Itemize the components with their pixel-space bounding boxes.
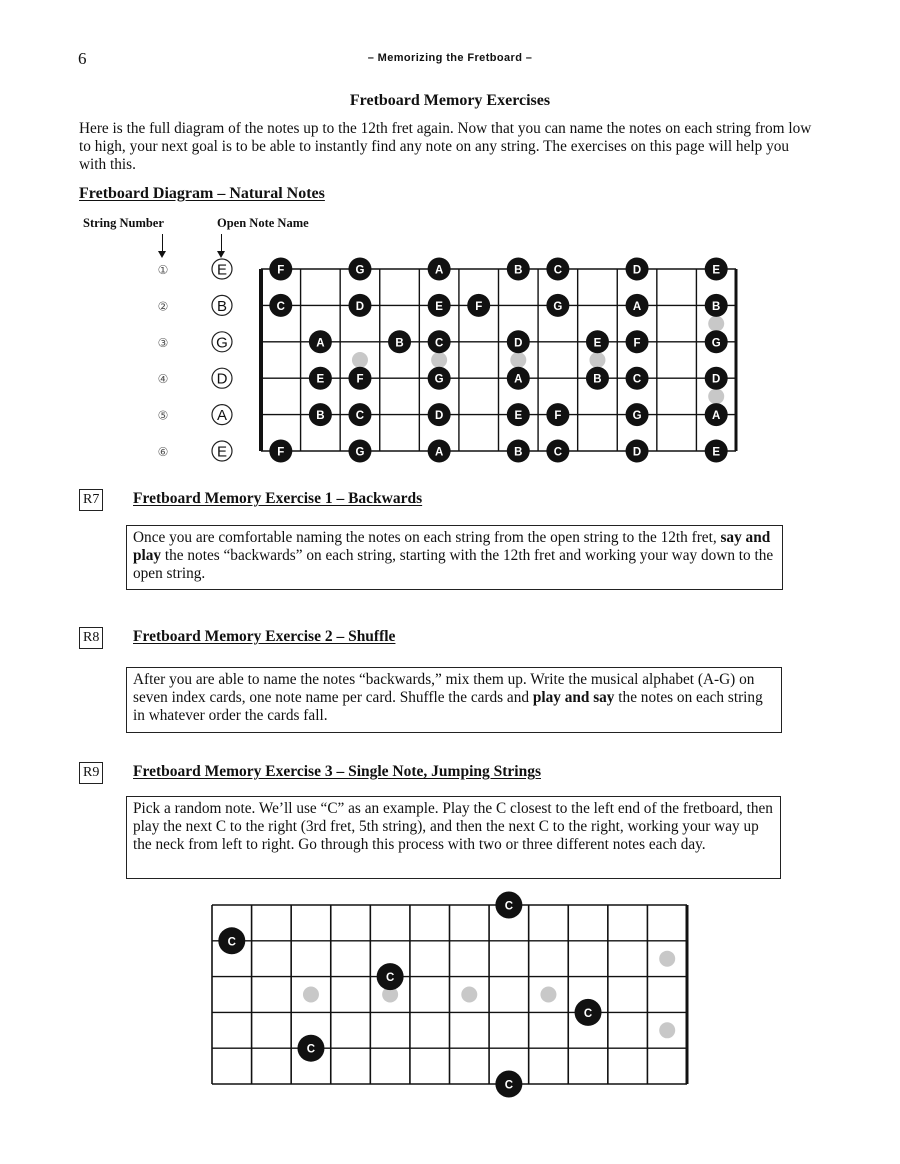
string-number: ⑥: [157, 445, 169, 459]
note-label: A: [434, 264, 444, 277]
c-note-label: C: [306, 1043, 316, 1056]
note-label: C: [553, 264, 563, 277]
note-label: C: [276, 300, 285, 313]
fret-inlay: [589, 352, 605, 368]
fret-inlay: [352, 352, 368, 368]
note-label: D: [712, 373, 721, 386]
note-label: A: [514, 373, 523, 386]
body-text: After you are able to name the notes “backwards,” mix them up. Write the musical alphabet (A-G) on seven index cards, one note name per card. Shuffle the cards and: [133, 671, 755, 706]
note-label: G: [632, 410, 642, 423]
note-label: A: [316, 337, 325, 350]
note-label: B: [514, 264, 523, 277]
body-text: Pick a random note. We’ll use “C” as an example. Play the C closest to the left end of the fretboard, then play the next C to the right (3rd fret, 5th string), and then the next C to the right, working your way up the neck from left to right. Go through this process with two or three different notes each day.: [133, 800, 773, 853]
note-label: G: [355, 264, 365, 277]
exercise-title: Fretboard Memory Exercise 2 – Shuffle: [133, 628, 396, 645]
note-label: G: [711, 337, 721, 350]
note-label: G: [553, 300, 563, 313]
note-label: F: [356, 373, 364, 386]
open-note-name: G: [216, 334, 228, 352]
page-number: 6: [78, 49, 87, 68]
note-label: D: [632, 446, 642, 459]
note-label: E: [712, 264, 721, 277]
exercise-label: R7: [79, 489, 103, 511]
open-note-name: E: [216, 443, 228, 461]
note-label: G: [355, 446, 365, 459]
fret-inlay: [659, 951, 675, 967]
note-label: A: [712, 410, 721, 423]
note-label: A: [632, 300, 642, 313]
c-note-label: C: [504, 900, 514, 913]
body-text: Once you are comfortable naming the notes on each string from the open string to the 12th fret,: [133, 529, 721, 546]
note-label: C: [434, 337, 444, 350]
note-label: D: [355, 300, 365, 313]
note-label: E: [593, 337, 602, 350]
fret-inlay: [540, 987, 556, 1003]
fret-inlay: [659, 1022, 675, 1038]
exercise-label: R9: [79, 762, 103, 784]
body-text: the notes “backwards” on each string, starting with the 12th fret and working your way down to the open string.: [133, 547, 774, 582]
note-label: A: [434, 446, 444, 459]
fret-inlay: [431, 352, 447, 368]
c-note-label: C: [504, 1079, 514, 1092]
bold-text: play and say: [532, 689, 615, 706]
note-label: C: [355, 410, 365, 423]
open-note-name: D: [216, 370, 228, 388]
note-label: D: [514, 337, 523, 350]
open-note-name: B: [216, 297, 228, 315]
c-note-label: C: [227, 936, 236, 949]
fret-inlay: [708, 316, 724, 332]
note-label: B: [593, 373, 602, 386]
note-label: B: [316, 410, 325, 423]
string-number: ①: [157, 263, 169, 277]
body-text: the notes on each string in whatever order the cards fall.: [133, 689, 763, 724]
note-label: C: [632, 373, 642, 386]
exercise-text-box: [126, 796, 781, 879]
fretboard-diagram-heading: Fretboard Diagram – Natural Notes: [79, 185, 325, 202]
page-title: Fretboard Memory Exercises: [349, 92, 551, 109]
fret-inlay: [510, 352, 526, 368]
note-label: E: [712, 446, 721, 459]
exercise-title: Fretboard Memory Exercise 1 – Backwards: [133, 490, 423, 507]
note-label: D: [632, 264, 642, 277]
open-note-name: E: [216, 261, 228, 279]
fret-inlay: [461, 987, 477, 1003]
note-label: E: [316, 373, 325, 386]
note-label: F: [277, 264, 285, 277]
note-label: B: [395, 337, 404, 350]
c-note-label: C: [385, 972, 395, 985]
note-label: F: [554, 410, 562, 423]
exercise-text-box: [126, 667, 782, 733]
running-head: – Memorizing the Fretboard –: [367, 52, 533, 64]
exercise-title: Fretboard Memory Exercise 3 – Single Note, Jumping Strings: [133, 763, 541, 780]
note-label: C: [553, 446, 563, 459]
exercise-label: R8: [79, 627, 103, 649]
note-label: F: [475, 300, 483, 313]
note-label: D: [434, 410, 444, 423]
string-number: ③: [157, 335, 169, 350]
bold-text: say and play: [133, 529, 771, 564]
string-number-label: String Number: [83, 216, 164, 230]
exercise-text-box: [126, 525, 783, 590]
note-label: E: [435, 300, 443, 313]
note-label: B: [712, 300, 721, 313]
note-label: E: [514, 410, 523, 423]
note-label: G: [434, 373, 444, 386]
fret-inlay: [708, 388, 724, 404]
open-note-name: A: [216, 407, 228, 425]
note-label: F: [633, 337, 641, 350]
c-note-label: C: [583, 1007, 593, 1020]
string-number: ④: [157, 372, 169, 387]
note-label: B: [514, 446, 523, 459]
intro-paragraph: Here is the full diagram of the notes up to the 12th fret again. Now that you can name the notes on each string from low to high, your next goal is to be able to instantly find any note on any string. The exercises on this page will help you with this.: [79, 120, 812, 173]
open-note-label: Open Note Name: [217, 216, 309, 230]
string-number: ②: [157, 299, 169, 314]
fret-inlay: [303, 987, 319, 1003]
string-number: ⑤: [157, 408, 169, 423]
note-label: F: [277, 446, 285, 459]
